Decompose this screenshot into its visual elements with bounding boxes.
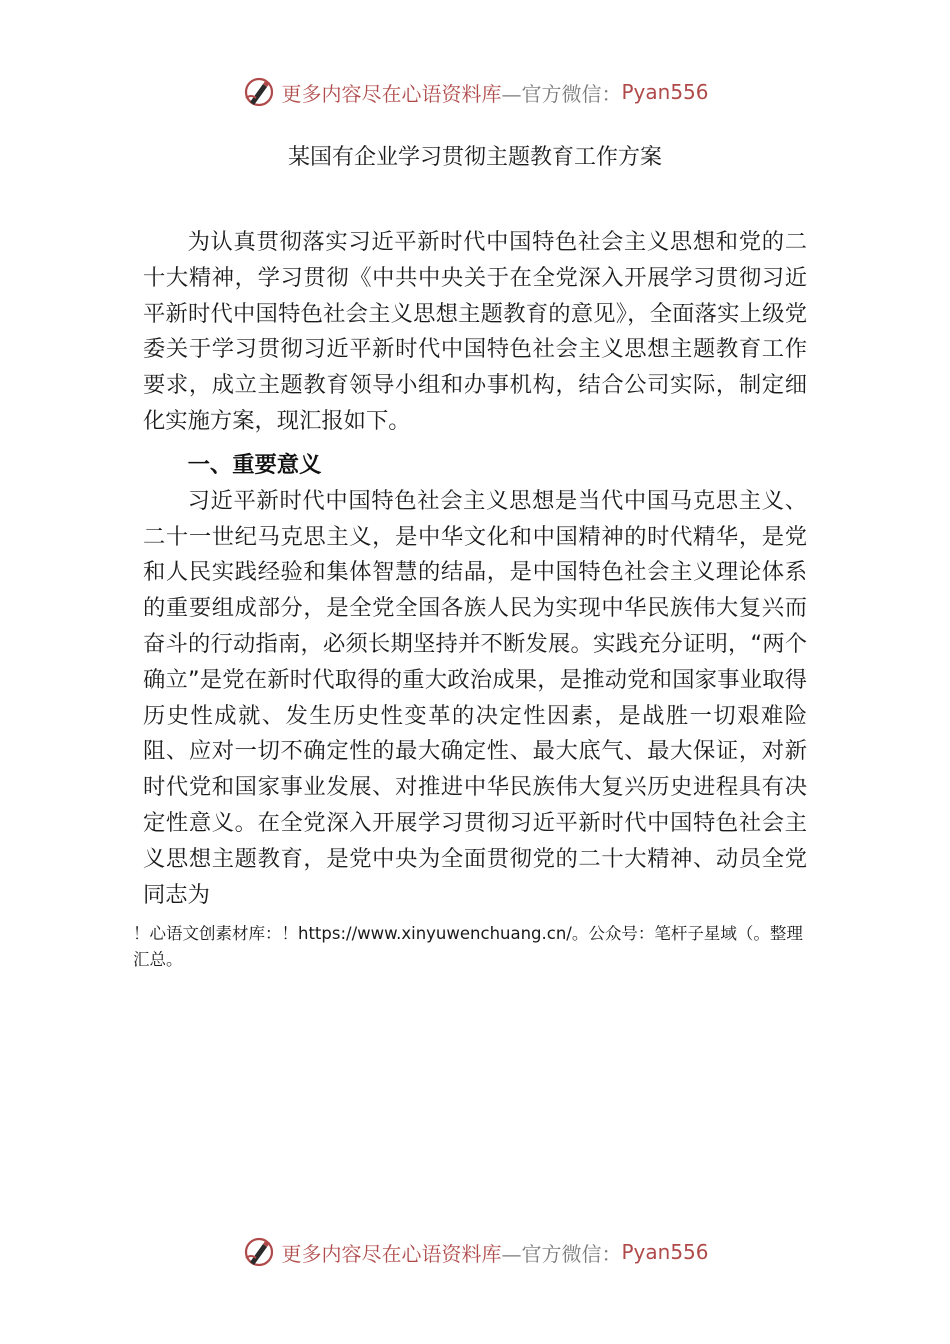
- hand-pen-logo-icon: [241, 1234, 277, 1270]
- banner-main-text: 更多内容尽在心语资料库: [281, 1241, 502, 1266]
- section-heading-significance: 一、重要意义: [187, 451, 322, 478]
- document-body: [143, 225, 807, 913]
- intro-paragraph: 为认真贯彻落实习近平新时代中国特色社会主义思想和党的二十大精神，学习贯彻《中共中央关于在全党深入开展学习贯彻习近平新时代中国特色社会主义思想主题教育的意见》，全面落实上级党委关于学习贯彻习近平新时代中国特色社会主义思想主题教育工作要求，成立主题教育领导小组和办事机构，结合公司实际，制定细化实施方案，现汇报如下。: [143, 229, 807, 434]
- banner-wechat-id: Pyan556: [621, 1240, 709, 1264]
- hand-pen-logo-icon: [241, 74, 277, 110]
- document-title: 某国有企业学习贯彻主题教育工作方案: [287, 145, 662, 170]
- significance-paragraph: 习近平新时代中国特色社会主义思想是当代中国马克思主义、二十一世纪马克思主义，是中华文化和中国精神的时代精华，是党和人民实践经验和集体智慧的结晶，是中国特色社会主义理论体系的重要组成部分，是全党全国各族人民为实现中华民族伟大复兴而奋斗的行动指南，必须长期坚持并不断发展。实践充分证明，“两个确立”是党在新时代取得的重大政治成果，是推动党和国家事业取得历史性成就、发生历史性变革的决定性因素，是战胜一切艰难险阻、应对一切不确定性的最大确定性、最大底气、最大保证，对新时代党和国家事业发展、对推进中华民族伟大复兴历史进程具有决定性意义。在全党深入开展学习贯彻习近平新时代中国特色社会主义思想主题教育，是党中央为全面贯彻党的二十大精神、动员全党同志为: [143, 487, 807, 908]
- bottom-banner: [0, 1230, 950, 1274]
- banner-main-text: 更多内容尽在心语资料库: [281, 81, 502, 106]
- source-footnote: ！心语文创素材库：！https://www.xinyuwenchuang.cn/。公众号：笔杆子星域（。整理汇总。: [133, 924, 803, 969]
- banner-contact-label: —官方微信：: [501, 1241, 622, 1266]
- banner-wechat-id: Pyan556: [621, 80, 709, 104]
- top-banner: [0, 70, 950, 114]
- banner-contact-label: —官方微信：: [501, 81, 622, 106]
